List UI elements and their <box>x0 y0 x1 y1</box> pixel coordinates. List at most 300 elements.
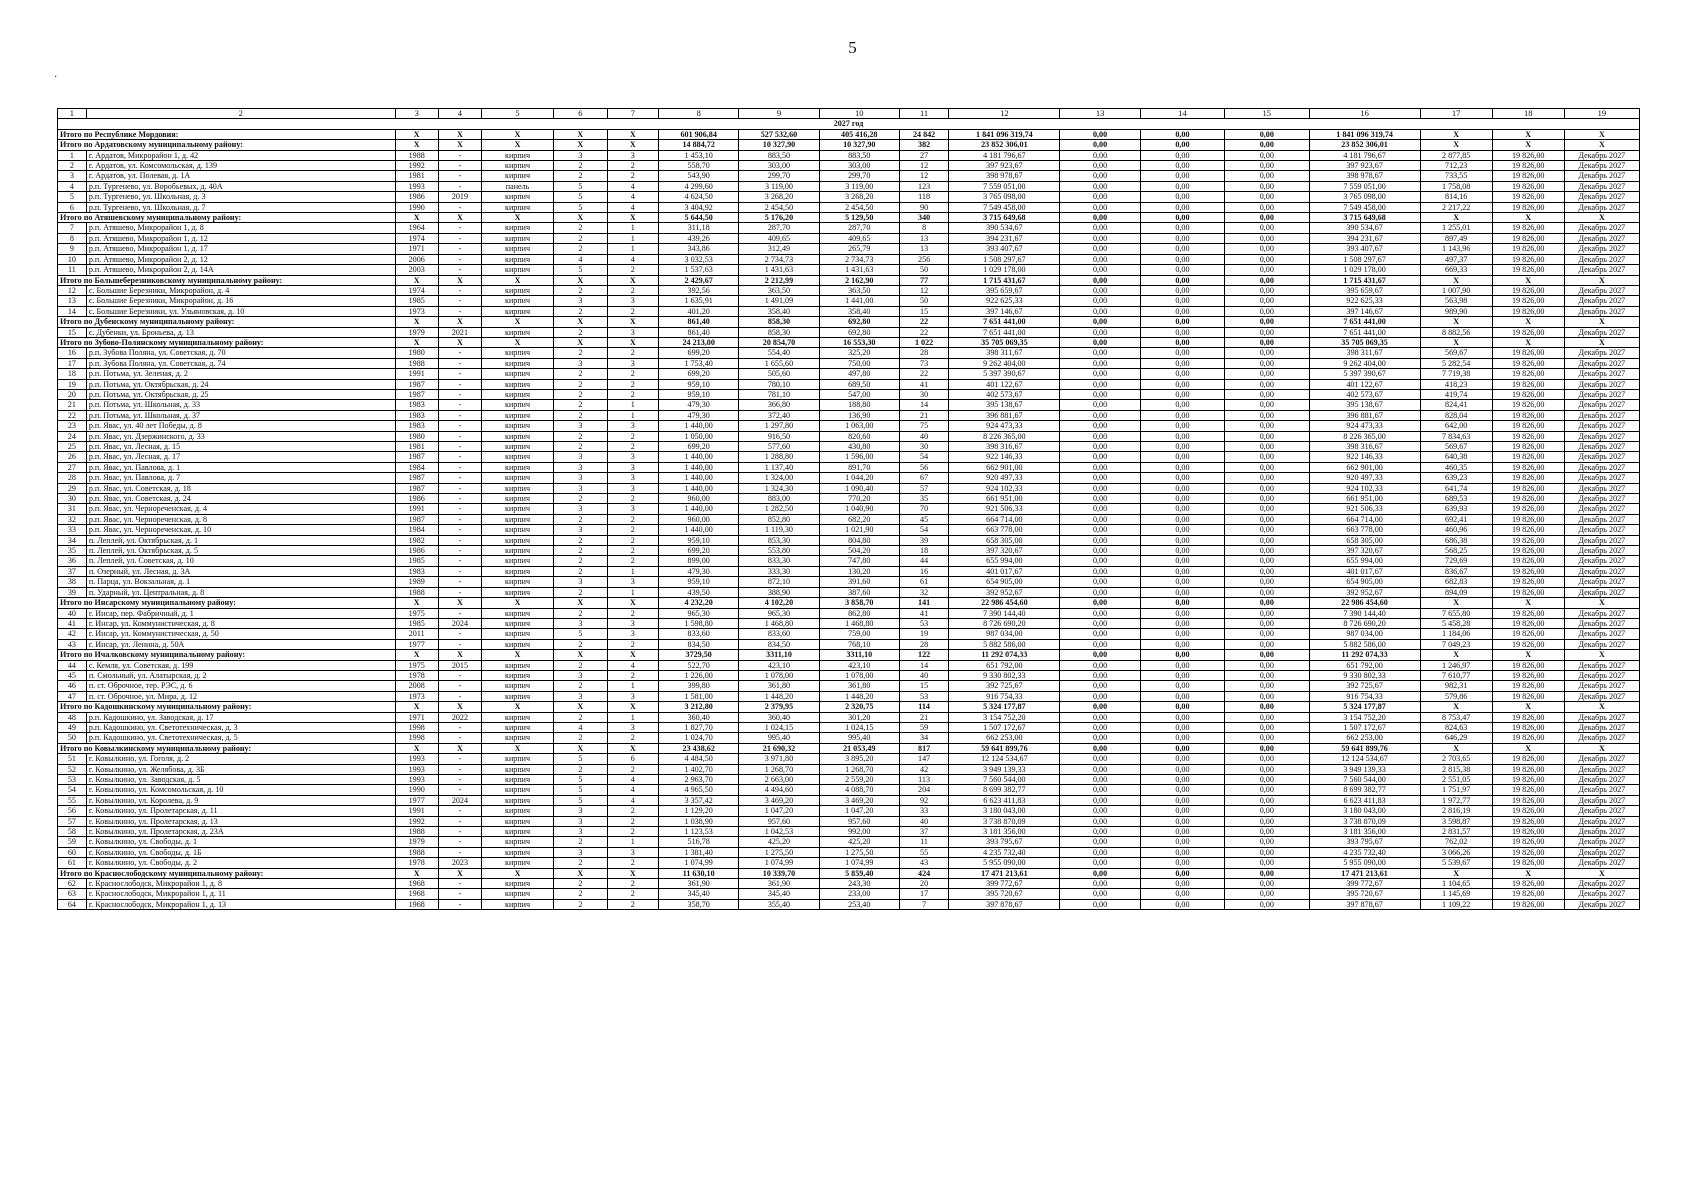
table-cell: 0,00 <box>1225 306 1309 316</box>
table-cell: 23 438,62 <box>659 743 739 753</box>
address-cell: п. Леплей, ул. Октябрьская, д. 5 <box>86 546 395 556</box>
table-cell: - <box>438 775 481 785</box>
table-cell: X <box>1564 317 1639 327</box>
subtotal-row <box>58 702 1640 712</box>
row-number: 63 <box>58 889 87 899</box>
table-cell: 1985 <box>395 296 438 306</box>
table-cell: 2 <box>607 431 658 441</box>
table-cell: 3 154 752,20 <box>1309 712 1420 722</box>
table-cell: 4 299,60 <box>659 181 739 191</box>
table-row <box>58 514 1640 524</box>
table-cell: 0,00 <box>1060 514 1140 524</box>
table-cell: 0,00 <box>1225 129 1309 139</box>
table-cell: 0,00 <box>1225 598 1309 608</box>
address-cell: п. Парца, ул. Вокзальная, д. 1 <box>86 577 395 587</box>
table-cell: 0,00 <box>1060 556 1140 566</box>
table-cell: 19 826,00 <box>1492 233 1564 243</box>
table-cell: 392 952,67 <box>949 587 1060 597</box>
table-cell: 0,00 <box>1140 754 1224 764</box>
table-cell: Декабрь 2027 <box>1564 514 1639 524</box>
address-cell: г. Инсар, ул. Коммунистическая, д. 8 <box>86 618 395 628</box>
table-cell: 5 129,50 <box>819 213 899 223</box>
table-cell: X <box>438 213 481 223</box>
table-cell: 19 826,00 <box>1492 514 1564 524</box>
table-cell: 17 <box>899 889 948 899</box>
subtotal-label: Итого по Большеберезниковскому муниципальному району: <box>58 275 396 285</box>
table-cell: 19 826,00 <box>1492 442 1564 452</box>
table-cell: 361,90 <box>659 879 739 889</box>
table-cell: 0,00 <box>1225 181 1309 191</box>
table-cell: 27 <box>899 150 948 160</box>
table-row <box>58 681 1640 691</box>
table-cell: 1978 <box>395 670 438 680</box>
table-cell: кирпич <box>482 161 554 171</box>
table-cell: 2 <box>554 494 608 504</box>
table-cell: 4 484,50 <box>659 754 739 764</box>
table-cell: кирпич <box>482 410 554 420</box>
address-cell: г. Ковылкино, ул. Комсомольская, д. 10 <box>86 785 395 795</box>
table-cell: 361,80 <box>819 681 899 691</box>
table-cell: 2024 <box>438 618 481 628</box>
row-number: 11 <box>58 265 87 275</box>
table-cell: 2 <box>554 285 608 295</box>
table-cell: X <box>1564 743 1639 753</box>
table-cell: X <box>1420 650 1492 660</box>
row-number: 51 <box>58 754 87 764</box>
table-cell: 399 772,67 <box>1309 879 1420 889</box>
table-cell: 0,00 <box>1060 473 1140 483</box>
table-cell: X <box>1420 337 1492 347</box>
table-cell: 862,80 <box>819 608 899 618</box>
table-cell: 0,00 <box>1060 566 1140 576</box>
table-cell: 2 <box>607 546 658 556</box>
address-cell: р.п. Потьма, ул. Октябрьская, д. 25 <box>86 389 395 399</box>
row-number: 14 <box>58 306 87 316</box>
subtotal-label: Итого по Республике Мордовия: <box>58 129 396 139</box>
table-cell: 5 955 090,00 <box>1309 858 1420 868</box>
row-number: 60 <box>58 847 87 857</box>
table-cell: 35 <box>899 494 948 504</box>
table-cell: 1 123,53 <box>659 827 739 837</box>
table-cell: кирпич <box>482 254 554 264</box>
table-cell: 19 826,00 <box>1492 827 1564 837</box>
table-cell: - <box>438 442 481 452</box>
table-cell: 2003 <box>395 265 438 275</box>
address-cell: г. Краснослободск, Микрорайон 1, д. 13 <box>86 899 395 909</box>
table-cell: 883,50 <box>819 150 899 160</box>
table-cell: 916 754,33 <box>949 691 1060 701</box>
table-cell: 3 066,26 <box>1420 847 1492 857</box>
table-cell: 3 469,20 <box>819 795 899 805</box>
table-cell: 19 826,00 <box>1492 577 1564 587</box>
table-row <box>58 483 1640 493</box>
row-number: 50 <box>58 733 87 743</box>
table-cell: 1987 <box>395 452 438 462</box>
table-row <box>58 889 1640 899</box>
table-cell: 3 <box>554 816 608 826</box>
table-cell: 3 180 043,00 <box>1309 806 1420 816</box>
table-cell: 439,50 <box>659 587 739 597</box>
row-number: 58 <box>58 827 87 837</box>
table-cell: X <box>1420 743 1492 753</box>
table-cell: 0,00 <box>1140 525 1224 535</box>
table-cell: 405 416,28 <box>819 129 899 139</box>
table-cell: 30 <box>899 389 948 399</box>
address-cell: р.п. Зубова Поляна, ул. Советская, д. 70 <box>86 348 395 358</box>
table-cell: 2019 <box>438 192 481 202</box>
row-number: 22 <box>58 410 87 420</box>
table-cell: X <box>1564 702 1639 712</box>
table-cell: 0,00 <box>1060 858 1140 868</box>
table-cell: 19 826,00 <box>1492 369 1564 379</box>
table-cell: 28 <box>899 348 948 358</box>
row-number: 45 <box>58 670 87 680</box>
table-cell: кирпич <box>482 150 554 160</box>
address-cell: р.п. Атяшево, Микрорайон 1, д. 12 <box>86 233 395 243</box>
table-cell: 0,00 <box>1140 462 1224 472</box>
row-number: 52 <box>58 764 87 774</box>
table-cell: 872,10 <box>739 577 819 587</box>
table-cell: 750,00 <box>819 358 899 368</box>
table-row <box>58 369 1640 379</box>
address-cell: п. Озерный, ул. Лесная, д. 3А <box>86 566 395 576</box>
table-cell: 10 327,90 <box>739 140 819 150</box>
table-cell: 987 034,00 <box>1309 629 1420 639</box>
table-cell: 1 268,70 <box>819 764 899 774</box>
table-cell: 2 <box>554 389 608 399</box>
table-cell: X <box>1492 743 1564 753</box>
table-cell: 4 088,70 <box>819 785 899 795</box>
table-cell: 0,00 <box>1140 660 1224 670</box>
table-cell: Декабрь 2027 <box>1564 660 1639 670</box>
table-row <box>58 816 1640 826</box>
table-cell: 780,10 <box>739 379 819 389</box>
table-cell: 982,31 <box>1420 681 1492 691</box>
table-cell: 392,56 <box>659 285 739 295</box>
table-cell: X <box>482 337 554 347</box>
table-cell: X <box>438 337 481 347</box>
table-cell: 1 050,00 <box>659 431 739 441</box>
row-number: 32 <box>58 514 87 524</box>
table-cell: 0,00 <box>1060 702 1140 712</box>
table-cell: 646,29 <box>1420 733 1492 743</box>
table-cell: 1968 <box>395 889 438 899</box>
table-cell: - <box>438 421 481 431</box>
column-number: 1 <box>58 109 87 119</box>
table-cell: 4 <box>607 192 658 202</box>
table-cell: кирпич <box>482 660 554 670</box>
table-cell: Декабрь 2027 <box>1564 483 1639 493</box>
table-cell: 17 471 213,61 <box>1309 868 1420 878</box>
table-cell: 90 <box>899 202 948 212</box>
table-cell: 2021 <box>438 327 481 337</box>
table-cell: X <box>607 743 658 753</box>
row-number: 28 <box>58 473 87 483</box>
table-cell: X <box>395 702 438 712</box>
table-cell: X <box>1492 213 1564 223</box>
table-cell: 1 255,01 <box>1420 223 1492 233</box>
table-cell: 543,90 <box>659 171 739 181</box>
table-cell: 19 826,00 <box>1492 608 1564 618</box>
table-cell: 19 826,00 <box>1492 556 1564 566</box>
table-cell: 0,00 <box>1225 681 1309 691</box>
address-cell: г. Ковылкино, ул. Свободы, д. 2 <box>86 858 395 868</box>
table-cell: 661 951,00 <box>1309 494 1420 504</box>
row-number: 15 <box>58 327 87 337</box>
table-cell: 397 878,67 <box>949 899 1060 909</box>
table-cell: Декабрь 2027 <box>1564 442 1639 452</box>
table-cell: 0,00 <box>1225 140 1309 150</box>
table-cell: 92 <box>899 795 948 805</box>
table-cell: 398 978,67 <box>949 171 1060 181</box>
table-cell: кирпич <box>482 202 554 212</box>
table-cell: 995,40 <box>819 733 899 743</box>
table-cell: Декабрь 2027 <box>1564 379 1639 389</box>
table-cell: 1990 <box>395 202 438 212</box>
table-cell: 418,23 <box>1420 379 1492 389</box>
table-cell: 7 655,80 <box>1420 608 1492 618</box>
table-cell: 0,00 <box>1225 285 1309 295</box>
table-cell: 53 <box>899 618 948 628</box>
table-cell: 3 119,00 <box>739 181 819 191</box>
table-cell: X <box>395 650 438 660</box>
table-cell: 243,30 <box>819 879 899 889</box>
table-cell: 2 <box>554 244 608 254</box>
table-cell: 0,00 <box>1225 618 1309 628</box>
table-cell: X <box>482 650 554 660</box>
table-cell: 2 734,73 <box>739 254 819 264</box>
column-number: 8 <box>659 109 739 119</box>
table-cell: 0,00 <box>1140 140 1224 150</box>
table-cell: 424 <box>899 868 948 878</box>
table-cell: 18 <box>899 546 948 556</box>
table-cell: 1 402,70 <box>659 764 739 774</box>
row-number: 23 <box>58 421 87 431</box>
table-cell: 0,00 <box>1140 566 1224 576</box>
table-cell: 130,20 <box>819 566 899 576</box>
table-cell: 0,00 <box>1140 837 1224 847</box>
year-row <box>58 119 1640 129</box>
table-cell: 0,00 <box>1060 618 1140 628</box>
table-cell: 5 282,54 <box>1420 358 1492 368</box>
table-cell: кирпич <box>482 233 554 243</box>
table-cell: 395 720,67 <box>949 889 1060 899</box>
table-row <box>58 670 1640 680</box>
table-cell: - <box>438 681 481 691</box>
table-cell: 0,00 <box>1140 577 1224 587</box>
table-cell: 7 560 544,00 <box>1309 775 1420 785</box>
table-cell: 1977 <box>395 795 438 805</box>
table-cell: 19 826,00 <box>1492 837 1564 847</box>
table-cell: X <box>554 317 608 327</box>
table-cell: 3 <box>554 473 608 483</box>
table-cell: 0,00 <box>1225 577 1309 587</box>
table-cell: 0,00 <box>1225 660 1309 670</box>
table-cell: 3 119,00 <box>819 181 899 191</box>
table-cell: 1988 <box>395 827 438 837</box>
table-cell: 0,00 <box>1060 296 1140 306</box>
table-cell: X <box>1492 650 1564 660</box>
table-cell: 0,00 <box>1060 868 1140 878</box>
table-cell: 233,00 <box>819 889 899 899</box>
column-number: 3 <box>395 109 438 119</box>
table-cell: 834,50 <box>659 639 739 649</box>
address-cell: р.п. Зубова Поляна, ул. Советская, д. 74 <box>86 358 395 368</box>
table-cell: 0,00 <box>1060 306 1140 316</box>
table-cell: 3 469,20 <box>739 795 819 805</box>
table-cell: 479,30 <box>659 400 739 410</box>
table-cell: 4 <box>554 254 608 264</box>
table-cell: кирпич <box>482 827 554 837</box>
table-cell: 343,86 <box>659 244 739 254</box>
table-cell: Декабрь 2027 <box>1564 306 1639 316</box>
table-cell: 397 923,67 <box>949 161 1060 171</box>
table-cell: 7 049,23 <box>1420 639 1492 649</box>
table-row <box>58 577 1640 587</box>
subtotal-row <box>58 650 1640 660</box>
table-cell: 114 <box>899 702 948 712</box>
table-cell: 692,80 <box>819 327 899 337</box>
table-cell: X <box>482 598 554 608</box>
table-cell: 3 180 043,00 <box>949 806 1060 816</box>
row-number: 25 <box>58 442 87 452</box>
table-cell: X <box>1492 598 1564 608</box>
table-cell: 770,20 <box>819 494 899 504</box>
table-cell: кирпич <box>482 775 554 785</box>
address-cell: р.п. Потьма, ул. Школьная, д. 33 <box>86 400 395 410</box>
table-cell: 10 339,70 <box>739 868 819 878</box>
table-cell: 989,90 <box>1420 306 1492 316</box>
table-cell: 2 <box>554 764 608 774</box>
table-cell: 19 826,00 <box>1492 546 1564 556</box>
table-cell: 73 <box>899 358 948 368</box>
table-row <box>58 358 1640 368</box>
table-cell: 651 792,00 <box>1309 660 1420 670</box>
table-cell: 0,00 <box>1060 327 1140 337</box>
table-cell: 689,53 <box>1420 494 1492 504</box>
table-cell: 19 826,00 <box>1492 150 1564 160</box>
table-cell: 0,00 <box>1060 577 1140 587</box>
table-cell: 113 <box>899 775 948 785</box>
table-cell: 2 <box>554 660 608 670</box>
table-cell: 393 407,67 <box>1309 244 1420 254</box>
table-cell: 0,00 <box>1225 899 1309 909</box>
table-cell: 0,00 <box>1060 837 1140 847</box>
table-cell: 1 <box>607 244 658 254</box>
table-cell: X <box>1492 337 1564 347</box>
table-cell: X <box>1564 213 1639 223</box>
row-number: 30 <box>58 494 87 504</box>
table-cell: 0,00 <box>1140 233 1224 243</box>
table-cell: - <box>438 670 481 680</box>
table-cell: 21 053,49 <box>819 743 899 753</box>
table-cell: 1998 <box>395 733 438 743</box>
table-cell: 397 320,67 <box>949 546 1060 556</box>
row-number: 31 <box>58 504 87 514</box>
table-cell: 1 074,99 <box>659 858 739 868</box>
table-cell: 1 508 297,67 <box>1309 254 1420 264</box>
table-cell: 924 473,33 <box>1309 421 1420 431</box>
table-cell: 0,00 <box>1140 639 1224 649</box>
table-cell: 1 598,80 <box>659 618 739 628</box>
table-cell: 2 <box>554 514 608 524</box>
table-cell: 2 454,50 <box>739 202 819 212</box>
table-cell: X <box>482 743 554 753</box>
table-cell: 19 826,00 <box>1492 358 1564 368</box>
address-cell: р.п. Тургенево, ул. Школьная, д. 3 <box>86 192 395 202</box>
table-cell: 733,55 <box>1420 171 1492 181</box>
table-cell: 0,00 <box>1060 442 1140 452</box>
table-cell: Декабрь 2027 <box>1564 899 1639 909</box>
table-cell: 3 <box>607 483 658 493</box>
table-cell: 0,00 <box>1060 889 1140 899</box>
table-cell: 19 826,00 <box>1492 400 1564 410</box>
table-cell: 3 268,20 <box>819 192 899 202</box>
table-cell: 2 <box>607 556 658 566</box>
table-cell: 553,80 <box>739 546 819 556</box>
table-cell: X <box>438 140 481 150</box>
table-cell: 0,00 <box>1140 743 1224 753</box>
table-cell: 8 <box>899 223 948 233</box>
address-cell: р.п. Потьма, ул. Школьная, д. 37 <box>86 410 395 420</box>
address-cell: г. Ковылкино, ул. Заводская, д. 5 <box>86 775 395 785</box>
table-cell: 1987 <box>395 389 438 399</box>
subtotal-label: Итого по Ичалковскому муниципальному району: <box>58 650 396 660</box>
table-cell: 360,40 <box>739 712 819 722</box>
table-cell: 852,80 <box>739 514 819 524</box>
table-cell: 3 <box>607 462 658 472</box>
table-cell: - <box>438 879 481 889</box>
table-cell: 77 <box>899 275 948 285</box>
table-cell: X <box>438 868 481 878</box>
table-cell: 2 <box>607 879 658 889</box>
table-cell: - <box>438 161 481 171</box>
table-cell: 19 826,00 <box>1492 670 1564 680</box>
table-cell: 0,00 <box>1060 410 1140 420</box>
table-cell: 569,67 <box>1420 442 1492 452</box>
table-cell: 19 826,00 <box>1492 899 1564 909</box>
table-cell: - <box>438 733 481 743</box>
table-cell: 345,40 <box>739 889 819 899</box>
table-cell: 1 <box>607 837 658 847</box>
table-cell: 2 320,75 <box>819 702 899 712</box>
table-cell: 0,00 <box>1140 442 1224 452</box>
subtotal-row <box>58 129 1640 139</box>
table-cell: 1 751,97 <box>1420 785 1492 795</box>
table-row <box>58 223 1640 233</box>
table-cell: - <box>438 233 481 243</box>
table-cell: кирпич <box>482 535 554 545</box>
table-cell: 2 <box>554 410 608 420</box>
table-cell: 2 703,65 <box>1420 754 1492 764</box>
table-cell: 2 <box>607 858 658 868</box>
table-cell: Декабрь 2027 <box>1564 889 1639 899</box>
table-cell: 0,00 <box>1225 358 1309 368</box>
table-cell: 663 778,00 <box>1309 525 1420 535</box>
table-cell: 0,00 <box>1060 275 1140 285</box>
table-cell: 2015 <box>438 660 481 670</box>
table-cell: 1985 <box>395 556 438 566</box>
table-cell: 19 826,00 <box>1492 587 1564 597</box>
table-cell: кирпич <box>482 837 554 847</box>
column-number: 12 <box>949 109 1060 119</box>
table-cell: 3 <box>607 847 658 857</box>
table-cell: 658 305,00 <box>949 535 1060 545</box>
table-cell: 24 842 <box>899 129 948 139</box>
table-cell: X <box>482 140 554 150</box>
table-cell: кирпич <box>482 494 554 504</box>
table-cell: X <box>607 337 658 347</box>
